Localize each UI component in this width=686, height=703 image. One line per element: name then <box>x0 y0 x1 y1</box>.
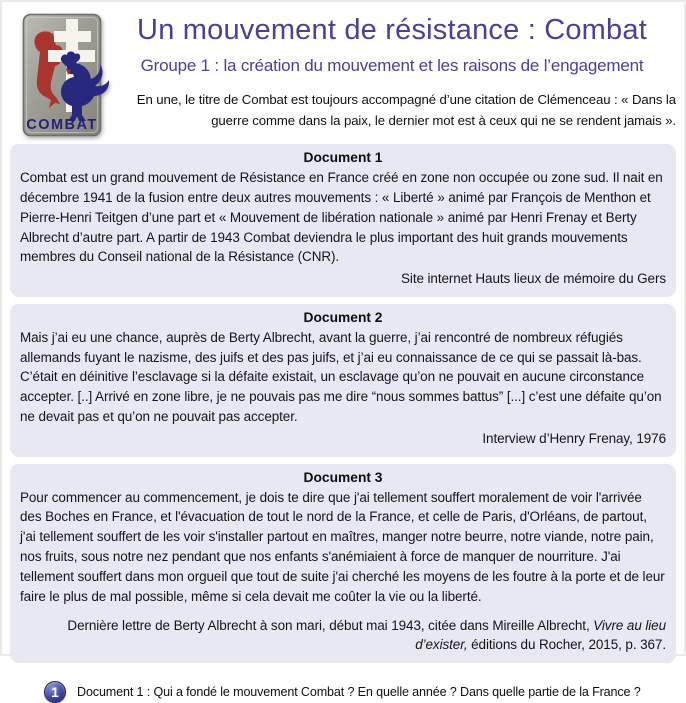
header-text-block <box>108 8 678 137</box>
question-number: 1 <box>51 683 59 700</box>
document-2-title: Document 2 <box>303 309 383 325</box>
document-1-body: Combat est un grand mouvement de Résistance en France créé en zone non occupée ou zone sud. Il nait en décembre 1941 de la fusion entre deux autres mouvements : « Liberté » animé par François de Menthon et Pierre-Henri Teitgen d’une part et « Mouvement de libération nationale » animé par Henri Frenay et Berty Albrecht d’autre part. A partir de 1943 Combat deviendra le plus important des huit grands mouvements membres du Conseil national de la Résistance (CNR). <box>20 170 663 265</box>
question-number-badge <box>44 681 66 703</box>
document-1-title: Document 1 <box>303 150 383 165</box>
page-header <box>2 2 684 137</box>
question-text: Document 1 : Qui a fondé le mouvement Combat ? En quelle année ? Dans quelle partie de la France ? <box>77 684 641 699</box>
badge-caption: COMBAT <box>26 117 98 133</box>
combat-badge-image <box>22 8 108 137</box>
document-3-source <box>20 616 666 655</box>
document-2-source: Interview d’Henry Frenay, 1976 <box>482 431 666 446</box>
question-row <box>2 670 684 703</box>
document-3-title: Document 3 <box>303 469 383 485</box>
document-3-source-suffix: éditions du Rocher, 2015, p. 367. <box>467 637 666 653</box>
document-1-source: Site internet Hauts lieux de mémoire du Gers <box>401 271 666 287</box>
document-3-source-prefix: Dernière lettre de Berty Albrecht à son mari, début mai 1943, citée dans Mireille Albrecht, <box>67 617 594 633</box>
page-title: Un mouvement de résistance : Combat <box>137 14 647 46</box>
intro-text: En une, le titre de Combat est toujours accompagné d’une citation de Clémenceau : « Dans la guerre comme dans la paix, le dernier mot est à ceux qui ne se rendent jamais ». <box>136 92 676 129</box>
combat-badge-icon <box>22 13 102 137</box>
document-3-source-book-title: Vivre au lieu d’exister, <box>415 617 666 653</box>
document-card-2 <box>10 304 676 457</box>
page-subtitle: Groupe 1 : la création du mouvement et les raisons de l’engagement <box>140 56 644 75</box>
document-card-3 <box>10 464 676 663</box>
document-3-body: Pour commencer au commencement, je dois te dire que j'ai tellement souffert moralement de voir l'arrivée des Boches en France, et l'évacuation de tout le nord de la France, et celle de Paris, d'Orléans, de partout, j'ai tellement souffert de les voir s'installer partout en maîtres, manger notre beurre, notre viande, notre pain, nos fruits, sous notre nez pendant que nos enfants s'anémiaient à force de manquer de nourriture. J'ai tellement souffert dans mon orgueil que tout de suite j'ai cherché les moyens de les foutre à la porte et de leur faire le plus de mal possible, même si cela devait me coûter la vie ou la liberté. <box>20 489 665 604</box>
document-card-1 <box>10 144 676 297</box>
document-2-body: Mais j’ai eu une chance, auprès de Berty Albrecht, avant la guerre, j’ai rencontré de nombreux réfugiés allemands fuyant le nazisme, des juifs et des pas juifs, et j’ai eu connaissance de ce qui se passait là-bas. C’était en déinitive l’esclavage si la défaite existait, un esclavage qu’on ne pouvait en aucune circonstance accepter. [..] Arrivé en zone libre, je ne pouvais pas me dire “nous sommes battus” [...] c’est une défaite qu’on ne devait pas et qu’on ne pouvait pas accepter. <box>20 329 662 425</box>
